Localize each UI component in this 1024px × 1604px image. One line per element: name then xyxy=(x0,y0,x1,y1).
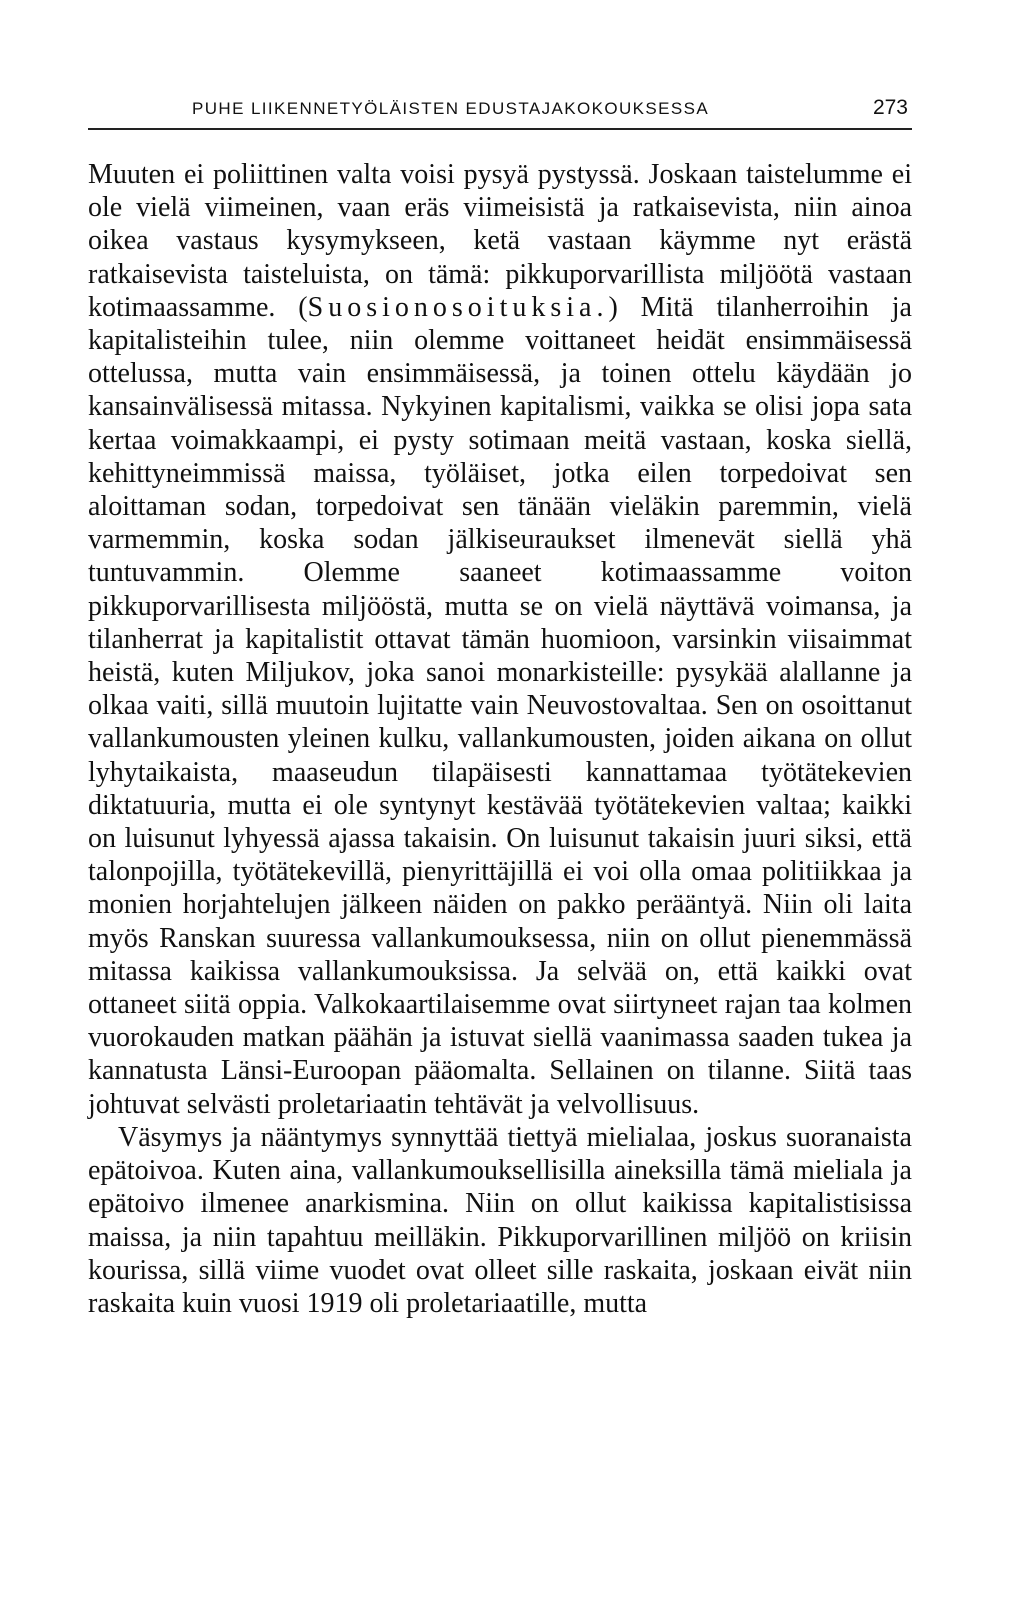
running-header xyxy=(88,96,912,130)
paragraph-2: Väsymys ja nääntymys synnyttää tiettyä mielialaa, joskus suoranaista epätoivoa. Kuten aina, vallankumouksellisilla aineksilla tämä mieliala ja epätoivo ilmenee anarkismina. Niin on ollut kaikissa kapitalistisissa maissa, ja niin tapahtuu meilläkin. Pikkuporvarillinen miljöö on kriisin kourissa, sillä viime vuodet ovat olleet sille raskaita, joskaan eivät niin raskaita kuin vuosi 1919 oli proletariaatille, mutta xyxy=(88,1121,912,1319)
paragraph-1 xyxy=(88,158,912,1121)
book-page xyxy=(88,96,912,1320)
body-text xyxy=(88,158,912,1320)
running-title: PUHE LIIKENNETYÖLÄISTEN EDUSTAJAKOKOUKSESSA xyxy=(192,99,710,118)
applause-note: Suosionosoituksia. xyxy=(307,291,609,323)
page-number: 273 xyxy=(872,96,908,119)
paragraph-1-rest: ) Mitä tilanherroihin ja kapitalisteihin tulee, niin olemme voittaneet heidät ensimmäisessä ottelussa, mutta vain ensimmäisessä, ja toinen ottelu käydään jo kansainvälisessä mitassa. Nykyinen kapitalismi, vaikka se olisi jopa sata kertaa voimakkaampi, ei pysty sotimaan meitä vastaan, koska siellä, kehittyneimmissä maissa, työläiset, jotka eilen torpedoivat sen aloittaman sodan, torpedoivat sen tänään vieläkin paremmin, vielä varmemmin, koska sodan jälkiseuraukset ilmenevät siellä yhä tuntuvammin. Olemme saaneet kotimaassamme voiton pikkuporvarillisesta miljööstä, mutta se on vielä näyttävä voimansa, ja tilanherrat ja kapitalistit ottavat tämän huomioon, varsinkin viisaimmat heistä, kuten Miljukov, joka sanoi monarkisteille: pysykää alallanne ja olkaa vaiti, sillä muutoin lujitatte vain Neuvostovaltaa. Sen on osoittanut vallankumousten yleinen kulku, vallankumousten, joiden aikana on ollut lyhytaikaista, maaseudun tilapäisesti kannattamaa työtätekevien diktatuuria, mutta ei ole syntynyt kestävää työtätekevien valtaa; kaikki on luisunut lyhyessä ajassa takaisin. On luisunut takaisin juuri siksi, että talonpojilla, työtätekevillä, pienyrittäjillä ei voi olla omaa politiikkaa ja monien horjahtelujen jälkeen näiden on pakko perääntyä. Niin oli laita myös Ranskan suuressa vallankumouksessa, niin on ollut pienemmässä mitassa kaikissa vallankumouksissa. Ja selvää on, että kaikki ovat ottaneet siitä oppia. Valkokaartilaisemme ovat siirtyneet rajan taa kolmen vuorokauden matkan päähän ja istuvat siellä vaanimassa saaden tukea ja kannatusta Länsi-Euroopan pääomalta. Sellainen on tilanne. Siitä taas johtuvat selvästi proletariaatin tehtävät ja velvollisuus. xyxy=(88,291,912,1120)
paragraph-1-start: Muuten ei poliittinen valta voisi pysyä pystyssä. Joskaan taistelumme ei ole vielä viimeinen, vaan eräs viimeisistä ja ratkaisevista, niin ainoa oikea vastaus kysymykseen, ketä vastaan käymme nyt erästä ratkaisevista taisteluista, on tämä: pikkuporvarillista miljöötä vastaan kotimaassamme. ( xyxy=(88,159,912,323)
